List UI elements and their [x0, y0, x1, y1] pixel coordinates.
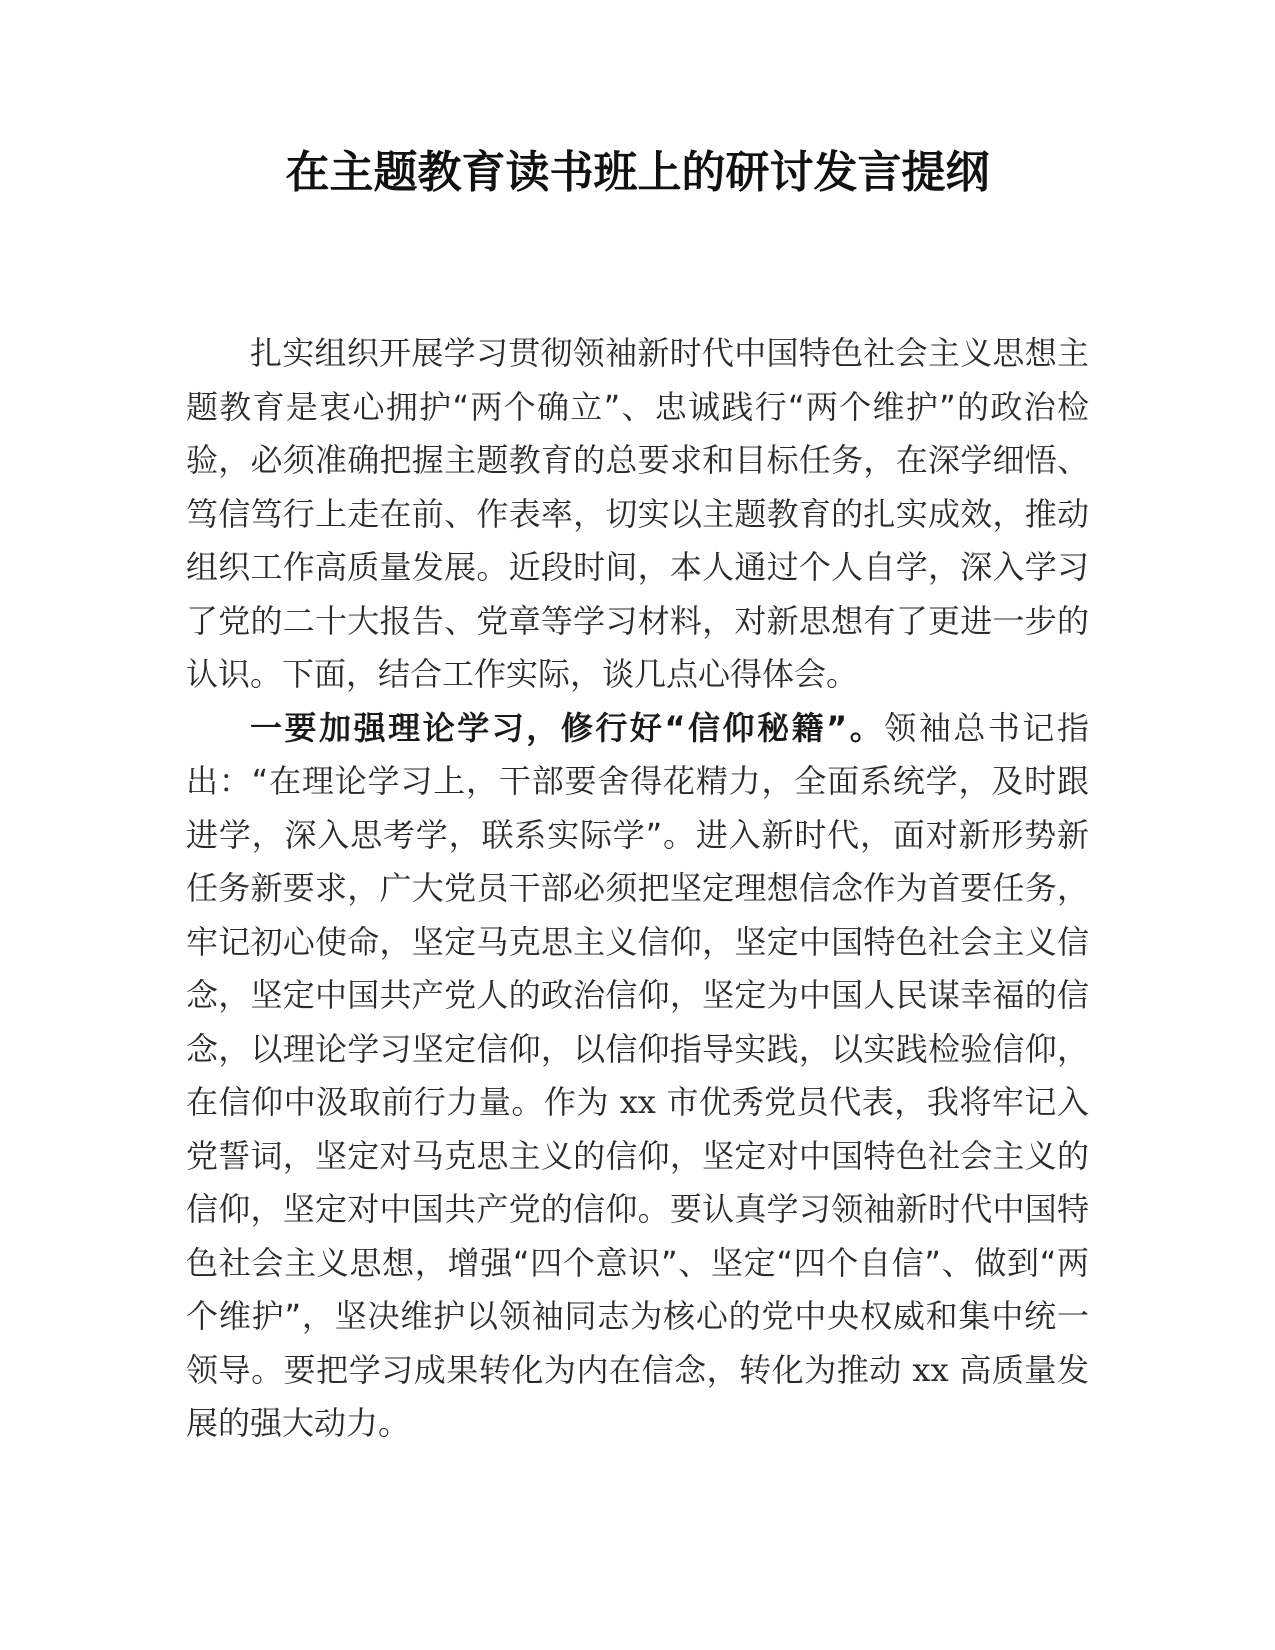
placeholder-xx-1: xx [609, 1083, 667, 1121]
placeholder-xx-2: xx [901, 1350, 960, 1389]
document-title: 在主题教育读书班上的研讨发言提纲 [285, 147, 990, 198]
paragraph-theory-study [186, 702, 1089, 1451]
paragraph-text-part-2: 市优秀党员代表，我将牢记入党誓词，坚定对马克思主义的信仰，坚定对中国特色社会主义的信仰，坚定对中国共产党的信仰。要认真学习领袖新时代中国特色社会主义思想，增强“四个意识”、坚定“四个自信”、做到“两个维护”，坚决维护以领袖同志为核心的党中央权威和集中统一领导。要把学习成果转化为内在信念，转化为推动 [186, 1083, 1089, 1389]
document-body [186, 327, 1089, 1451]
paragraph-lead-heading: 一要加强理论学习，修行好“信仰秘籍”。 [250, 708, 885, 747]
paragraph-text-part-1: 领袖总书记指出：“在理论学习上，干部要舍得花精力，全面系统学，及时跟进学，深入思考学，联系实际学”。进入新时代，面对新形势新任务新要求，广大党员干部必须把坚定理想信念作为首要任务，牢记初心使命，坚定马克思主义信仰，坚定中国特色社会主义信念，坚定中国共产党人的政治信仰，坚定为中国人民谋幸福的信念，以理论学习坚定信仰，以信仰指导实践，以实践检验信仰，在信仰中汲取前行力量。作为 [186, 708, 1089, 1121]
paragraph-text-part-3: 高质量发展的强大动力。 [186, 1350, 1089, 1442]
paragraph-intro: 扎实组织开展学习贯彻领袖新时代中国特色社会主义思想主题教育是衷心拥护“两个确立”、忠诚践行“两个维护”的政治检验，必须准确把握主题教育的总要求和目标任务，在深学细悟、笃信笃行上走在前、作表率，切实以主题教育的扎实成效，推动组织工作高质量发展。近段时间，本人通过个人自学，深入学习了党的二十大报告、党章等学习材料，对新思想有了更进一步的认识。下面，结合工作实际，谈几点心得体会。 [186, 334, 1089, 693]
